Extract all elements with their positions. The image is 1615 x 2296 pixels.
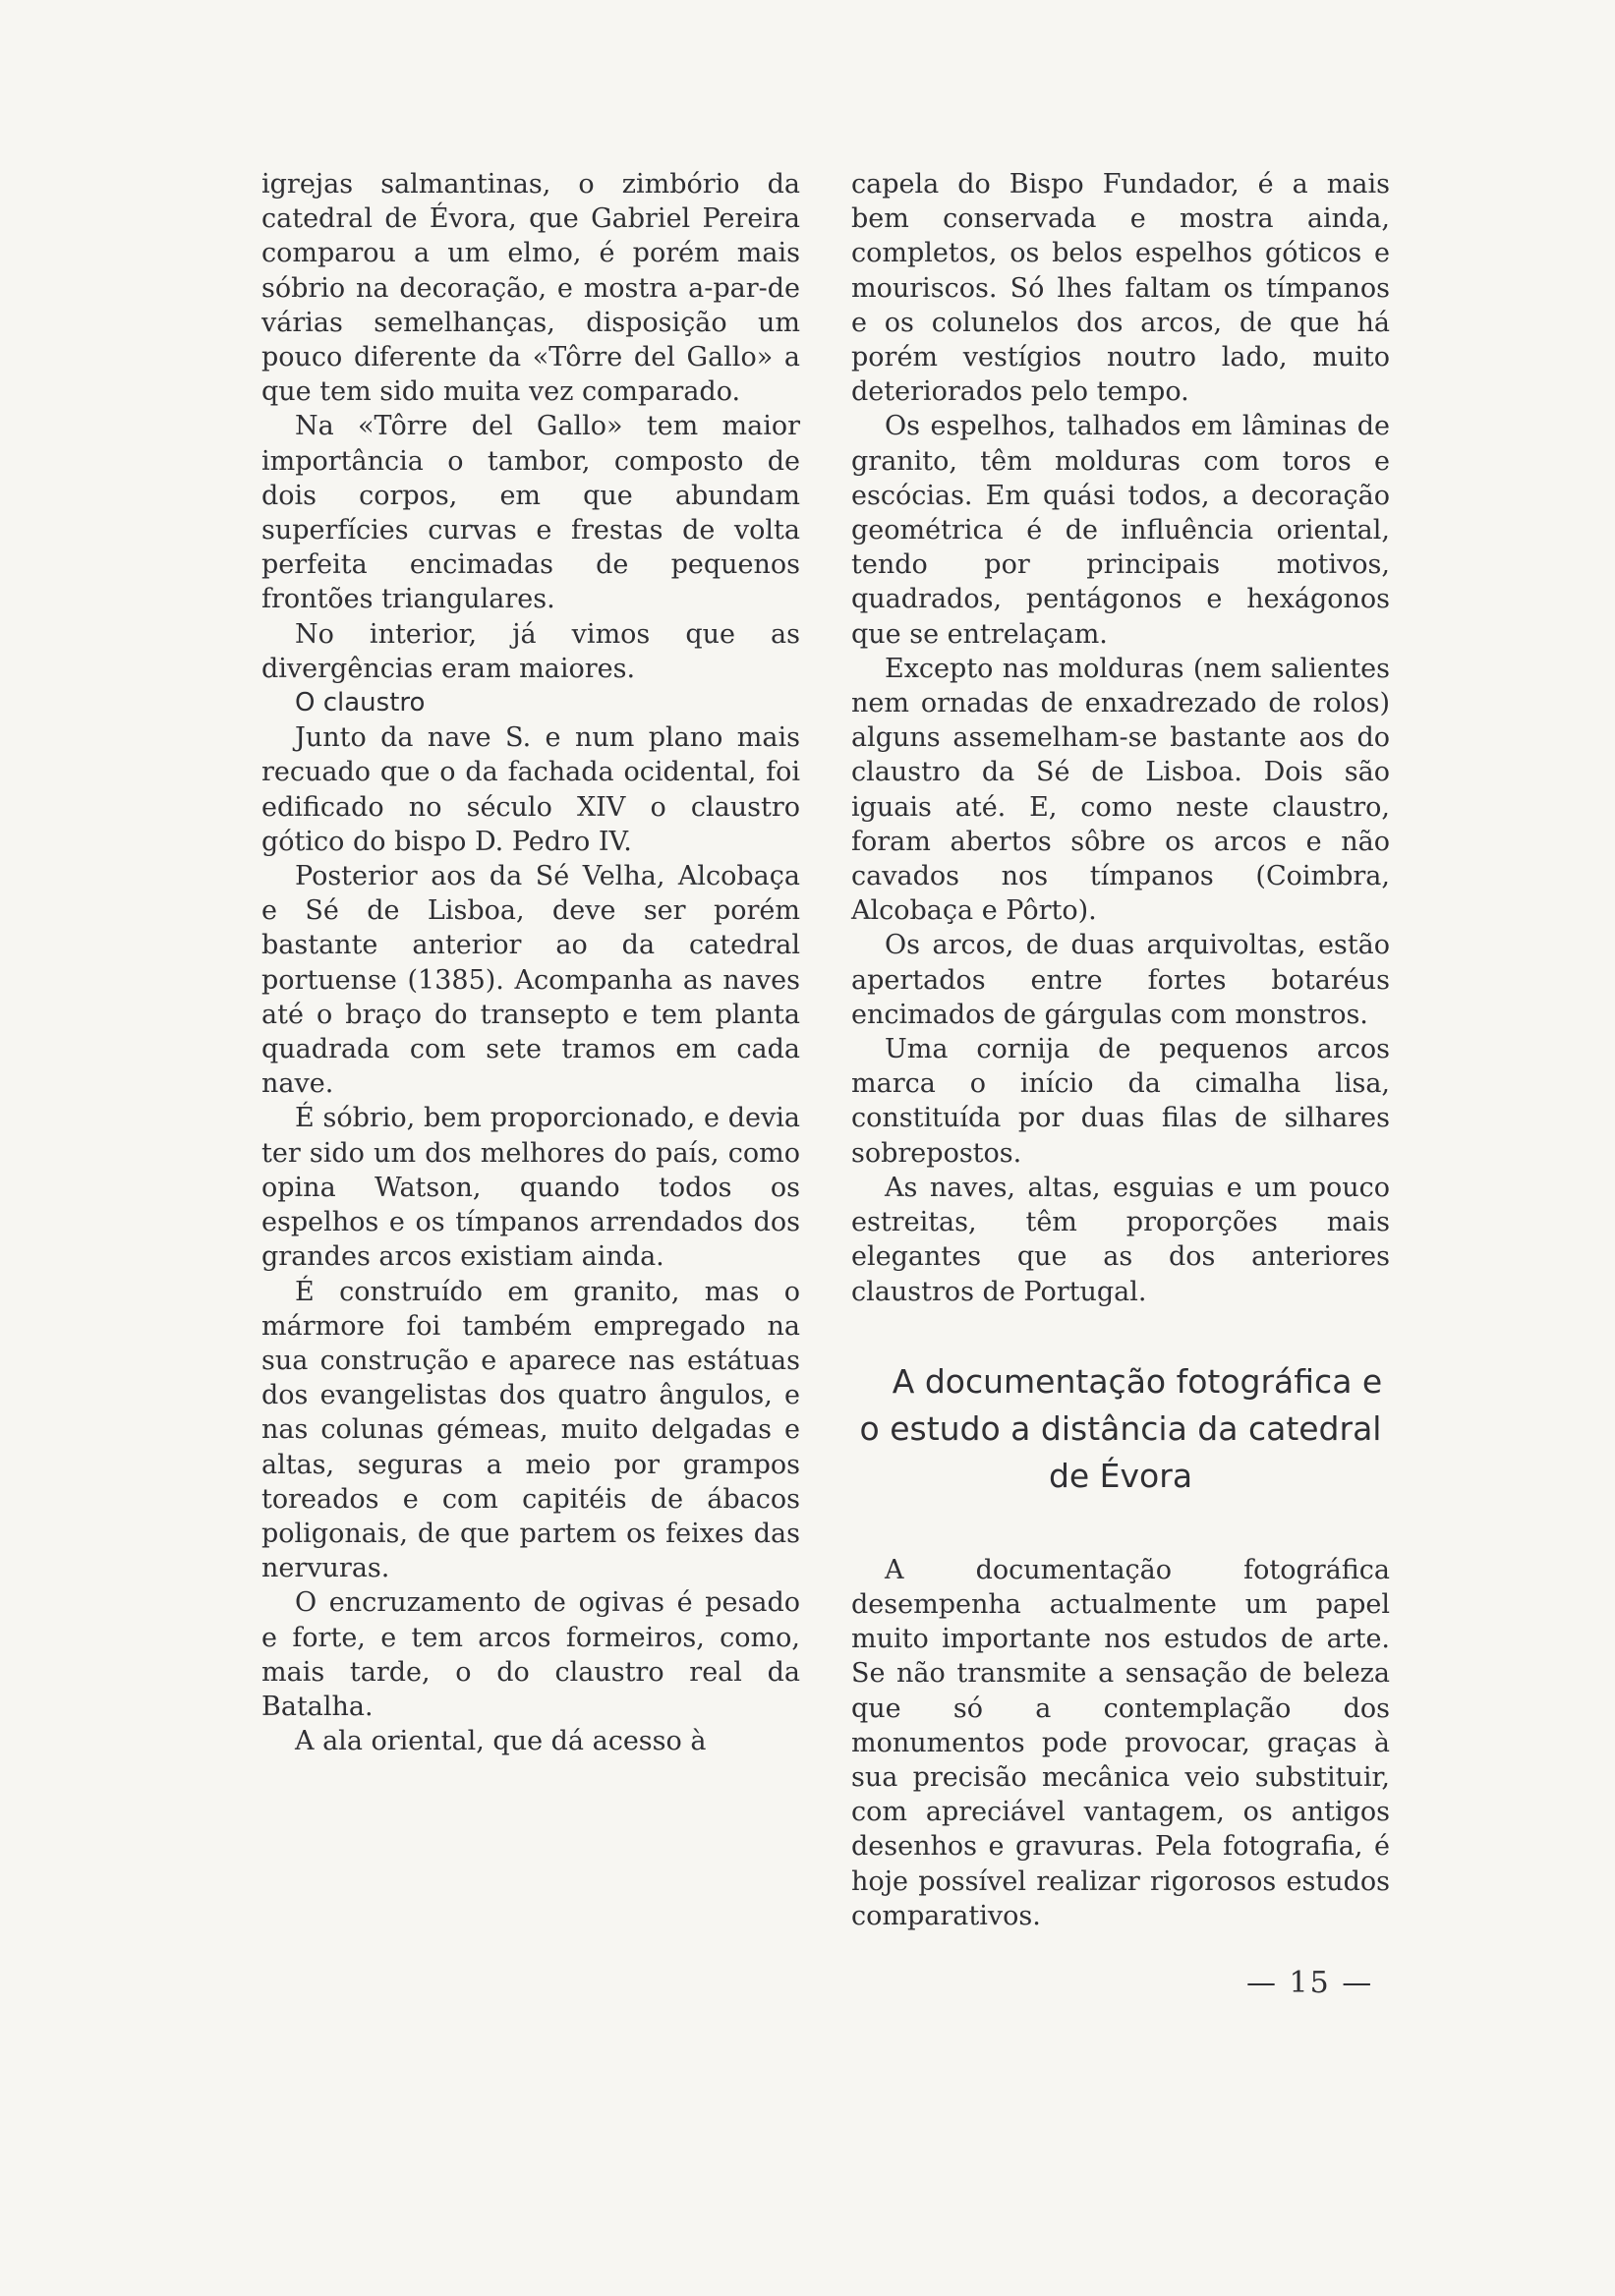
paragraph: No interior, já vimos que as divergências eram maiores. bbox=[261, 618, 800, 684]
paragraph: Uma cornija de pequenos arcos marca o início da cimalha lisa, constituída por duas filas de silhares sobrepostos. bbox=[851, 1034, 1390, 1169]
paragraph: A ala oriental, que dá acesso à bbox=[295, 1726, 707, 1757]
paragraph: Excepto nas molduras (nem salientes nem ornadas de enxadrezado de rolos) alguns assemelham-se bastante aos do claustro da Sé de Lisboa. Dois são iguais até. E, como neste claustro, foram abertos sôbre os arcos e não cavados nos tímpanos (Coimbra, Alcobaça e Pôrto). bbox=[851, 653, 1390, 927]
left-column bbox=[261, 167, 800, 1758]
paragraph: Os espelhos, talhados em lâminas de granito, têm molduras com toros e escócias. Em quási todos, a decoração geométrica é de influência oriental, tendo por principais motivos, quadrados, pentágonos e hexágonos que se entrelaçam. bbox=[851, 411, 1390, 650]
paragraph: Na «Tôrre del Gallo» tem maior importância o tambor, composto de dois corpos, em que abundam superfícies curvas e frestas de volta perfeita encimadas de pequenos frontões triangulares. bbox=[261, 411, 800, 615]
section-heading-documentacao: A documentação fotográfica e o estudo a distância da catedral de Évora bbox=[859, 1361, 1383, 1495]
section-heading-claustro: O claustro bbox=[295, 688, 426, 718]
paragraph: igrejas salmantinas, o zimbório da catedral de Évora, que Gabriel Pereira comparou a um elmo, é porém mais sóbrio na decoração, e mostra a-par-de várias semelhanças, disposição um pouco diferente da «Tôrre del Gallo» a que tem sido muita vez comparado. bbox=[261, 169, 800, 408]
paragraph: A documentação fotográfica desempenha actualmente um papel muito importante nos estudos de arte. Se não transmite a sensação de beleza que só a contemplação dos monumentos pode provocar, graças à sua precisão mecânica veio substituir, com apreciável vantagem, os antigos desenhos e gravuras. Pela fotografia, é hoje possível realizar rigorosos estudos comparativos. bbox=[851, 1554, 1390, 1931]
paragraph: Os arcos, de duas arquivoltas, estão apertados entre fortes botaréus encimados de gárgulas com monstros. bbox=[851, 930, 1390, 1030]
paragraph: capela do Bispo Fundador, é a mais bem conservada e mostra ainda, completos, os belos espelhos góticos e mouriscos. Só lhes faltam os tímpanos e os colunelos dos arcos, de que há porém vestígios noutro lado, muito deteriorados pelo tempo. bbox=[851, 169, 1390, 408]
paragraph: As naves, altas, esguias e um pouco estreitas, têm proporções mais elegantes que as dos anteriores claustros de Portugal. bbox=[851, 1172, 1390, 1307]
paragraph: Junto da nave S. e num plano mais recuado que o da fachada ocidental, foi edificado no século XIV o claustro gótico do bispo D. Pedro IV. bbox=[261, 722, 800, 857]
paragraph: É sóbrio, bem proporcionado, e devia ter sido um dos melhores do país, como opina Watson, quando todos os espelhos e os tímpanos arrendados dos grandes arcos existiam ainda. bbox=[261, 1103, 800, 1273]
page-number: — 15 — bbox=[1246, 1966, 1374, 2000]
paragraph: Posterior aos da Sé Velha, Alcobaça e Sé de Lisboa, deve ser porém bastante anterior ao da catedral portuense (1385). Acompanha as naves até o braço do transepto e tem planta quadrada com sete tramos em cada nave. bbox=[261, 861, 800, 1100]
right-column bbox=[851, 167, 1390, 1933]
paragraph: O encruzamento de ogivas é pesado e forte, e tem arcos formeiros, como, mais tarde, o do claustro real da Batalha. bbox=[261, 1587, 800, 1722]
paragraph: É construído em granito, mas o mármore foi também empregado na sua construção e aparece nas estátuas dos evangelistas dos quatro ângulos, e nas colunas gémeas, muito delgadas e altas, seguras a meio por grampos toreados e com capitéis de ábacos poligonais, de que partem os feixes das nervuras. bbox=[261, 1276, 800, 1584]
